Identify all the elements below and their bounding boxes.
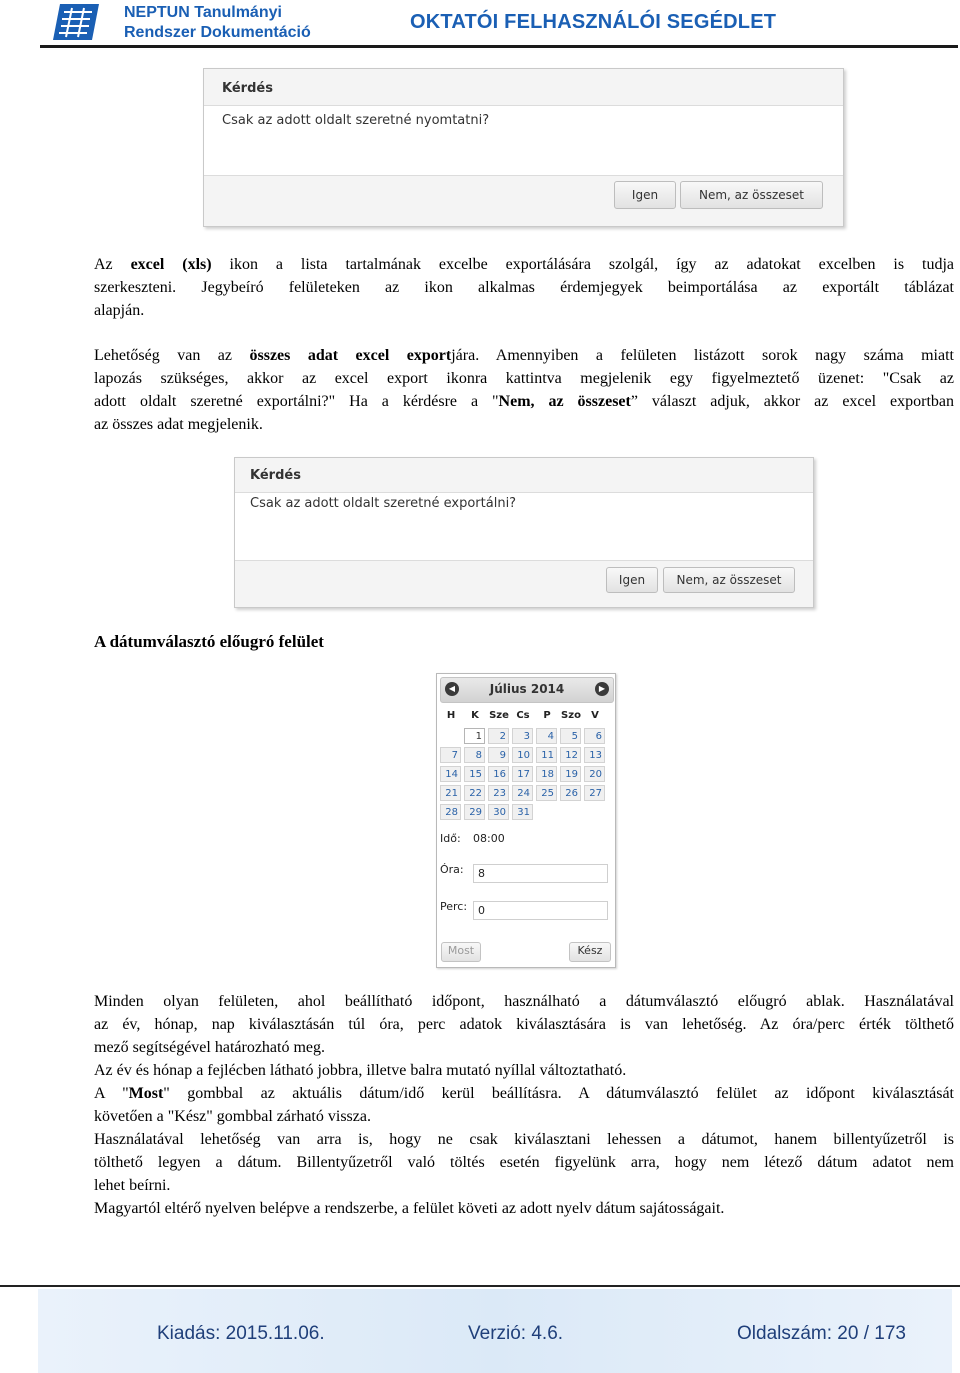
weekday-label: V	[591, 710, 599, 721]
xls-line-3: alapján.	[94, 302, 145, 319]
dialog-header	[204, 69, 843, 106]
text: ” választ adjuk, akkor az excel exportban	[630, 393, 955, 410]
day-cell[interactable]: 27	[584, 785, 605, 801]
weekday-label: Sze	[489, 710, 509, 721]
weekday-label: K	[471, 710, 479, 721]
day-cell[interactable]: 29	[464, 804, 485, 820]
header-title-line2: Rendszer Dokumentáció	[124, 24, 311, 41]
day-cell[interactable]: 23	[488, 785, 509, 801]
dialog-message: Csak az adott oldalt szeretné exportálni?	[250, 496, 517, 511]
export-paragraph	[94, 344, 954, 436]
text: " Ha a kérdésre a "	[328, 393, 499, 410]
xls-line-1	[94, 253, 954, 276]
minute-input[interactable]: 0	[473, 901, 608, 920]
hour-label: Óra:	[440, 863, 464, 876]
datepicker-popup	[436, 673, 616, 968]
footer-version: Verzió: 4.6.	[468, 1323, 564, 1344]
export-line-1	[94, 344, 954, 367]
day-cell[interactable]: 6	[584, 728, 605, 744]
text: " gombbal az aktuális dátum/idő kerül beállításra. A dátumválasztó felület az időpont kiválasztását	[163, 1085, 954, 1102]
xls-paragraph	[94, 253, 954, 322]
day-cell[interactable]: 28	[440, 804, 461, 820]
day-cell[interactable]: 5	[560, 728, 581, 744]
dialog-title: Kérdés	[222, 81, 273, 96]
no-all-button[interactable]: Nem, az összeset	[663, 567, 795, 593]
dp-line-2: az év, hónap, nap kiválasztásán túl óra, perc adatok kiválasztására is van lehetőség. Az óra/perc érték tölthető	[94, 1016, 954, 1033]
dp-line-1: Minden olyan felületen, ahol beállítható időpont, használható a dátumválasztó előugró ablak. Használatával	[94, 993, 954, 1010]
dp-line-9: lehet beírni.	[94, 1177, 171, 1194]
day-cell[interactable]: 22	[464, 785, 485, 801]
nem-az-osszeset-bold: Nem, az összeset	[498, 393, 631, 410]
dp-line-4: Az év és hónap a fejlécben látható jobbra, illetve balra mutató nyíllal változtatható.	[94, 1062, 627, 1079]
header-title-line1: NEPTUN Tanulmányi	[124, 4, 282, 21]
footer-page: Oldalszám: 20 / 173	[737, 1323, 906, 1344]
day-cell[interactable]: 30	[488, 804, 509, 820]
day-cell[interactable]: 26	[560, 785, 581, 801]
minute-label: Perc:	[440, 900, 468, 913]
text: Az	[94, 256, 131, 273]
header-guide-title: OKTATÓI FELHASZNÁLÓI SEGÉDLET	[410, 11, 777, 33]
print-question-dialog	[203, 68, 844, 227]
datepicker-month-title: Július 2014	[489, 682, 565, 696]
day-cell[interactable]: 9	[488, 747, 509, 763]
yes-button[interactable]: Igen	[606, 567, 658, 593]
excel-xls-bold: excel (xls)	[130, 256, 212, 273]
xls-line-2: szerkeszteni. Jegybeíró felületeken az ikon alkalmas érdemjegyek beimportálása az exportált táblázat	[94, 279, 954, 296]
day-cell[interactable]: 1	[464, 728, 485, 744]
neptun-logo-icon	[52, 3, 100, 41]
footer-issue: Kiadás: 2015.11.06.	[157, 1323, 325, 1344]
day-cell[interactable]: 18	[536, 766, 557, 782]
done-button[interactable]: Kész	[569, 942, 611, 962]
section-heading: A dátumválasztó előugró felület	[94, 632, 324, 651]
dialog-title: Kérdés	[250, 468, 301, 483]
export-line-2: lapozás szükséges, akkor az excel export ikonra kattintva megjelenik egy figyelmeztető üzenet: "Csak az	[94, 370, 954, 387]
datepicker-paragraph	[94, 990, 954, 1220]
day-cell[interactable]: 25	[536, 785, 557, 801]
dp-line-6: követően a "Kész" gombbal zárható vissza.	[94, 1108, 371, 1125]
left-arrow-icon[interactable]: ◀	[445, 682, 459, 696]
day-cell[interactable]: 12	[560, 747, 581, 763]
time-label: Idő:	[440, 832, 461, 845]
time-value: 08:00	[473, 832, 505, 845]
day-cell[interactable]: 21	[440, 785, 461, 801]
export-line-4: az összes adat megjelenik.	[94, 416, 263, 433]
day-cell[interactable]: 17	[512, 766, 533, 782]
yes-button[interactable]: Igen	[614, 181, 676, 209]
text: jára	[451, 347, 476, 364]
day-cell[interactable]: 13	[584, 747, 605, 763]
dp-line-3: mező segítségével határozható meg.	[94, 1039, 326, 1056]
day-cell[interactable]: 7	[440, 747, 461, 763]
day-cell[interactable]: 16	[488, 766, 509, 782]
datepicker-header	[440, 677, 614, 703]
text: Lehetőség van az	[94, 347, 250, 364]
day-cell[interactable]: 14	[440, 766, 461, 782]
right-arrow-icon[interactable]: ▶	[595, 682, 609, 696]
header-title	[124, 3, 311, 43]
weekday-label: P	[543, 710, 551, 721]
day-cell[interactable]: 2	[488, 728, 509, 744]
text: . Amennyiben a felületen listázott sorok nagy száma miatt	[475, 347, 954, 364]
day-cell[interactable]: 31	[512, 804, 533, 820]
day-cell[interactable]: 20	[584, 766, 605, 782]
dp-line-7: Használatával lehetőség van arra is, hogy ne csak kiválasztani lehessen a dátumot, hanem billentyűzetről is	[94, 1131, 954, 1148]
now-button[interactable]: Most	[441, 942, 481, 962]
day-cell[interactable]: 4	[536, 728, 557, 744]
no-all-button[interactable]: Nem, az összeset	[680, 181, 823, 209]
weekday-label: Cs	[516, 710, 530, 721]
day-cell[interactable]: 10	[512, 747, 533, 763]
text: ikon a lista tartalmának excelbe exportálására szolgál, így az adatokat excelben is tudja	[211, 256, 955, 273]
export-question-dialog	[234, 457, 814, 608]
weekday-label: H	[446, 710, 456, 721]
text: adott oldalt szeretné exportálni?	[94, 393, 329, 410]
day-cell[interactable]: 24	[512, 785, 533, 801]
header-rule	[40, 45, 958, 48]
day-cell[interactable]: 15	[464, 766, 485, 782]
day-cell[interactable]: 19	[560, 766, 581, 782]
most-bold: Most	[128, 1085, 164, 1102]
text: A "	[94, 1085, 129, 1102]
weekday-label: Szo	[561, 710, 581, 721]
export-line-3	[94, 390, 954, 413]
dp-line-5	[94, 1082, 954, 1105]
day-cell[interactable]: 3	[512, 728, 533, 744]
dialog-message: Csak az adott oldalt szeretné nyomtatni?	[222, 113, 490, 128]
day-cell[interactable]: 8	[464, 747, 485, 763]
dp-line-8: tölthető legyen a dátum. Billentyűzetről való töltés esetén figyelünk arra, hogy nem létező dátum adatot nem	[94, 1154, 954, 1171]
export-bold: összes adat excel export	[249, 347, 452, 364]
hour-input[interactable]: 8	[473, 864, 608, 883]
footer-rule	[0, 1285, 960, 1287]
dialog-header	[235, 458, 813, 493]
dp-line-10: Magyartól eltérő nyelven belépve a rendszerbe, a felület követi az adott nyelv dátum sajátosságait.	[94, 1200, 725, 1217]
day-cell[interactable]: 11	[536, 747, 557, 763]
